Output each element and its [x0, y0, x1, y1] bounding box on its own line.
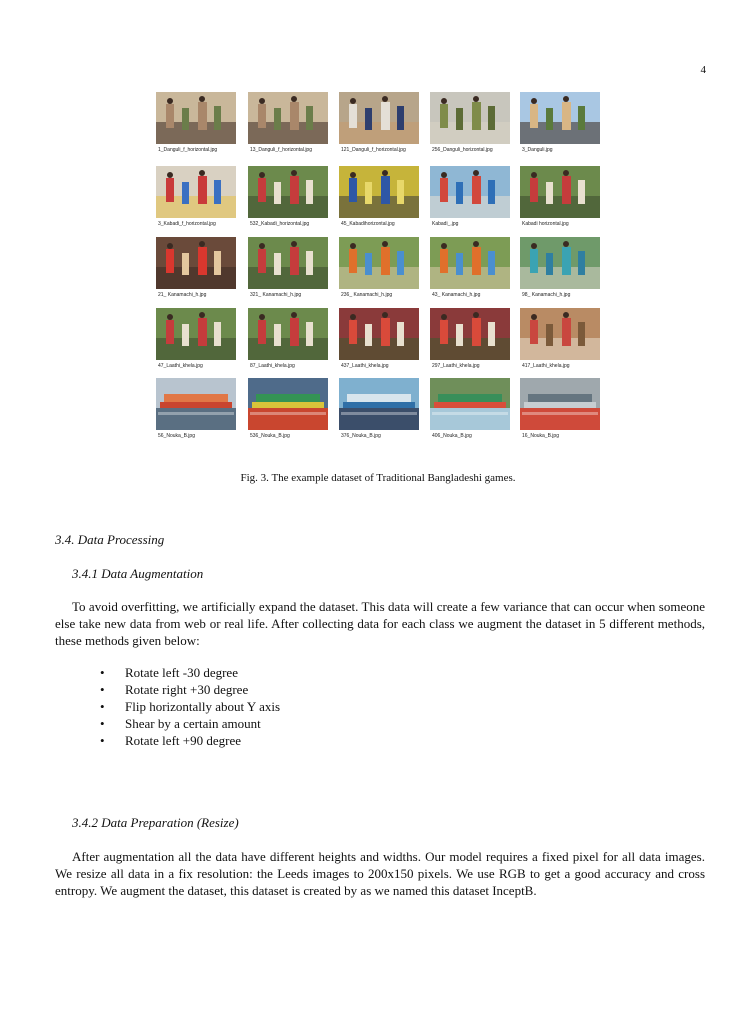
thumbnail-image — [520, 308, 600, 360]
thumbnail-label: Kabadi_.jpg — [432, 221, 459, 227]
thumbnail-image — [430, 166, 510, 218]
thumbnail-label: 236_ Kanamachi_h.jpg — [341, 292, 393, 298]
thumbnail-label: 406_Nouka_B.jpg — [432, 433, 472, 439]
thumbnail-image — [248, 378, 328, 430]
dataset-thumbnail — [156, 166, 236, 227]
list-item: • Flip horizontally about Y axis — [100, 698, 280, 715]
thumbnail-label: 297_Laathi_khela.jpg — [432, 363, 480, 369]
thumbnail-image — [520, 92, 600, 144]
dataset-figure — [156, 92, 602, 444]
section-heading: 3.4. Data Processing — [55, 532, 165, 547]
dataset-thumbnail — [339, 92, 419, 153]
thumbnail-image — [156, 166, 236, 218]
dataset-thumbnail — [248, 308, 328, 369]
thumbnail-label: 3_Danguli.jpg — [522, 147, 553, 153]
thumbnail-label: 437_Laathi_khela.jpg — [341, 363, 389, 369]
list-item: • Rotate right +30 degree — [100, 681, 280, 698]
thumbnail-image — [520, 378, 600, 430]
dataset-thumbnail — [248, 166, 328, 227]
dataset-thumbnail — [339, 237, 419, 298]
dataset-thumbnail — [339, 166, 419, 227]
thumbnail-image — [156, 308, 236, 360]
list-item: • Rotate left -30 degree — [100, 664, 280, 681]
thumbnail-image — [430, 237, 510, 289]
thumbnail-label: 121_Danguli_f_horizontal.jpg — [341, 147, 406, 153]
list-item: • Shear by a certain amount — [100, 715, 280, 732]
thumbnail-label: 45_Kabadihorizontal.jpg — [341, 221, 395, 227]
thumbnail-label: 256_Danguli_horizontal.jpg — [432, 147, 493, 153]
thumbnail-image — [248, 166, 328, 218]
thumbnail-image — [156, 92, 236, 144]
dataset-thumbnail — [248, 237, 328, 298]
dataset-thumbnail — [520, 308, 600, 369]
thumbnail-image — [339, 166, 419, 218]
thumbnail-label: 21_ Kanamachi_h.jpg — [158, 292, 207, 298]
thumbnail-label: 376_Nouka_B.jpg — [341, 433, 381, 439]
thumbnail-label: 3_Kabadi_f_horizontal.jpg — [158, 221, 216, 227]
list-item: • Rotate left +90 degree — [100, 732, 280, 749]
dataset-thumbnail — [520, 237, 600, 298]
dataset-thumbnail — [248, 92, 328, 153]
thumbnail-label: 1_Danguli_f_horizontal.jpg — [158, 147, 218, 153]
dataset-thumbnail — [156, 378, 236, 439]
thumbnail-label: 16_Nouka_B.jpg — [522, 433, 559, 439]
thumbnail-image — [339, 308, 419, 360]
dataset-thumbnail — [339, 308, 419, 369]
thumbnail-image — [248, 237, 328, 289]
thumbnail-image — [339, 92, 419, 144]
thumbnail-image — [156, 378, 236, 430]
thumbnail-image — [339, 237, 419, 289]
dataset-thumbnail — [520, 378, 600, 439]
thumbnail-image — [520, 237, 600, 289]
thumbnail-label: 98_ Kanamachi_h.jpg — [522, 292, 571, 298]
thumbnail-label: 536_Nouka_B.jpg — [250, 433, 290, 439]
thumbnail-image — [339, 378, 419, 430]
thumbnail-label: 43_ Kanamachi_h.jpg — [432, 292, 481, 298]
dataset-thumbnail — [430, 378, 510, 439]
dataset-thumbnail — [430, 166, 510, 227]
dataset-thumbnail — [430, 308, 510, 369]
thumbnail-label: 417_Laathi_khela.jpg — [522, 363, 570, 369]
dataset-thumbnail — [156, 308, 236, 369]
augmentation-paragraph: To avoid overfitting, we artificially expand the dataset. This data will create a few variance that can occur when someone else take new data from web or real life. After collecting data for each class we augment the dataset in 5 different methods, these methods given below: — [55, 599, 705, 648]
thumbnail-label: 532_Kabadi_horizontal.jpg — [250, 221, 310, 227]
thumbnail-image — [156, 237, 236, 289]
thumbnail-image — [520, 166, 600, 218]
page-number: 4 — [700, 64, 706, 76]
resize-paragraph: After augmentation all the data have different heights and widths. Our model requires a fixed pixel for all data images. We resize all data in a fix resolution: the Leeds images to 200x150 pixels. We use RGB to get a good accuracy and cross entropy. We augment the dataset, this dataset is created by as we named this dataset InceptB. — [55, 849, 705, 898]
thumbnail-label: 47_Laathi_khela.jpg — [158, 363, 203, 369]
dataset-thumbnail — [248, 378, 328, 439]
thumbnail-label: Kabadi horizontal.jpg — [522, 221, 569, 227]
thumbnail-image — [248, 92, 328, 144]
thumbnail-label: 321_ Kanamachi_h.jpg — [250, 292, 302, 298]
thumbnail-image — [430, 308, 510, 360]
thumbnail-label: 56_Nouka_B.jpg — [158, 433, 195, 439]
subsection-heading-augmentation: 3.4.1 Data Augmentation — [72, 566, 204, 581]
thumbnail-label: 13_Danguli_f_horizontal.jpg — [250, 147, 312, 153]
dataset-thumbnail — [339, 378, 419, 439]
thumbnail-label: 87_Laathi_khela.jpg — [250, 363, 295, 369]
thumbnail-image — [430, 92, 510, 144]
dataset-thumbnail — [156, 92, 236, 153]
thumbnail-image — [248, 308, 328, 360]
figure-caption: Fig. 3. The example dataset of Traditional Bangladeshi games. — [240, 472, 516, 484]
augmentation-methods-list — [100, 664, 280, 749]
dataset-thumbnail — [156, 237, 236, 298]
dataset-thumbnail — [430, 237, 510, 298]
thumbnail-image — [430, 378, 510, 430]
dataset-thumbnail — [520, 166, 600, 227]
dataset-thumbnail — [520, 92, 600, 153]
subsection-heading-resize: 3.4.2 Data Preparation (Resize) — [72, 815, 239, 830]
dataset-thumbnail — [430, 92, 510, 153]
